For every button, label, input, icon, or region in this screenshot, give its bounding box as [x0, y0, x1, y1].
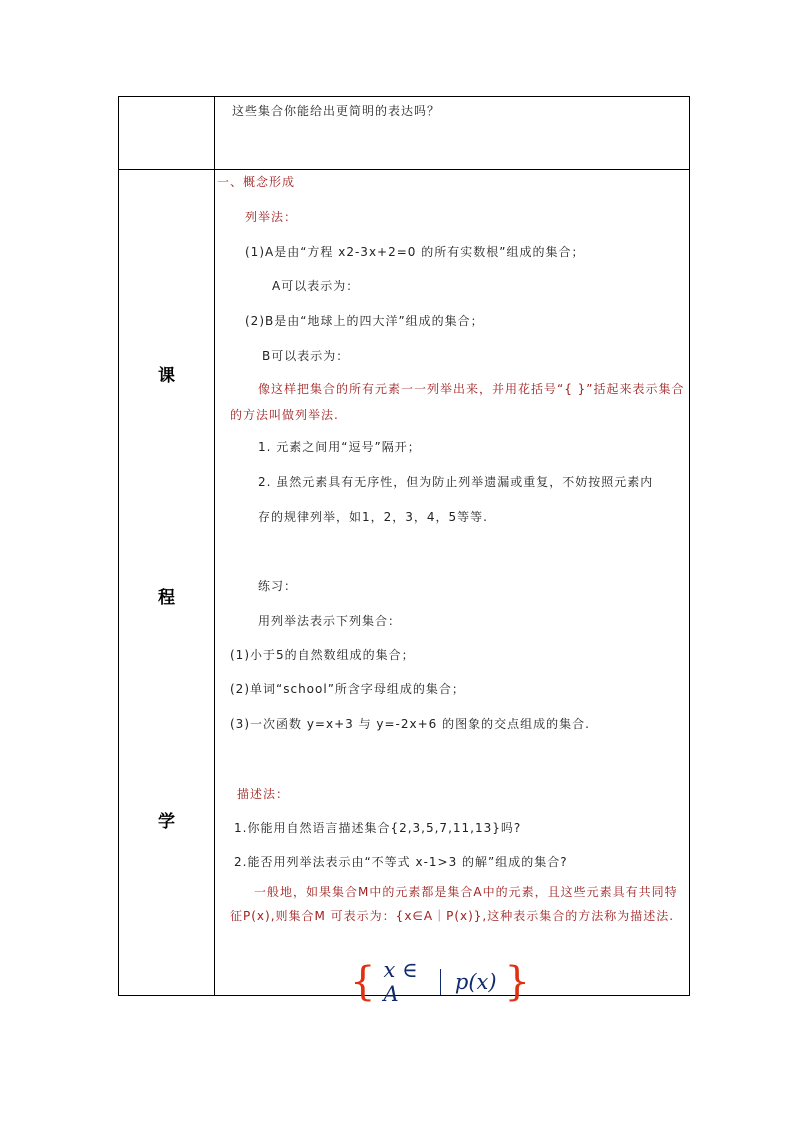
enumeration-note-2-line-2: 存的规律列举，如1，2，3，4，5等等. [258, 510, 488, 524]
top-row-question: 这些集合你能给出更简明的表达吗？ [232, 104, 441, 118]
enumeration-item-1: (1)A是由“方程 x2-3x+2=0 的所有实数根”组成的集合； [245, 245, 585, 259]
side-label-ke: 课 [158, 366, 175, 386]
exercise-question-1: (1)小于5的自然数组成的集合； [230, 648, 415, 662]
description-question-2: 2.能否用列举法表示由“不等式 x-1>3 的解”组成的集合? [234, 855, 568, 869]
formula-separator [440, 969, 441, 995]
description-heading: 描述法： [237, 787, 290, 801]
description-question-1: 1.你能用自然语言描述集合{2,3,5,7,11,13}吗? [234, 821, 522, 835]
exercise-prompt: 用列举法表示下列集合： [258, 614, 402, 628]
enumeration-note-2-line-1: 2. 虽然元素具有无序性，但为防止列举遗漏或重复，不妨按照元素内 [258, 475, 654, 489]
column-divider [214, 97, 215, 995]
enumeration-definition: 像这样把集合的所有元素一一列举出来，并用花括号“{ }”括起来表示集合的方法叫做列举法. [230, 382, 685, 422]
exercise-heading: 练习： [258, 579, 298, 593]
enumeration-item-1-rep: A可以表示为： [272, 279, 360, 293]
section-title: 一、概念形成 [217, 175, 296, 189]
formula-right-brace: } [504, 959, 530, 1005]
formula-rhs: p(x) [454, 970, 497, 994]
formula-lhs: x ∈ A [383, 958, 418, 1006]
enumeration-item-2: (2)B是由“地球上的四大洋”组成的集合； [245, 314, 484, 328]
formula-left-brace: { [350, 959, 376, 1005]
exercise-question-3: (3)一次函数 y=x+3 与 y=-2x+6 的图象的交点组成的集合. [230, 717, 590, 731]
enumeration-note-1: 1. 元素之间用“逗号”隔开； [258, 440, 421, 454]
row-divider [119, 169, 689, 170]
enumeration-heading: 列举法： [245, 210, 298, 224]
description-definition: 一般地，如果集合M中的元素都是集合A中的元素，且这些元素具有共同特征P(x),则集合M 可表示为：{x∈A｜P(x)},这种表示集合的方法称为描述法. [230, 885, 678, 923]
exercise-question-2: (2)单词“school”所含字母组成的集合； [230, 682, 465, 696]
set-builder-formula [350, 960, 530, 1004]
side-label-xue: 学 [158, 812, 175, 832]
enumeration-item-2-rep: B可以表示为： [262, 349, 350, 363]
side-label-cheng: 程 [158, 588, 175, 608]
